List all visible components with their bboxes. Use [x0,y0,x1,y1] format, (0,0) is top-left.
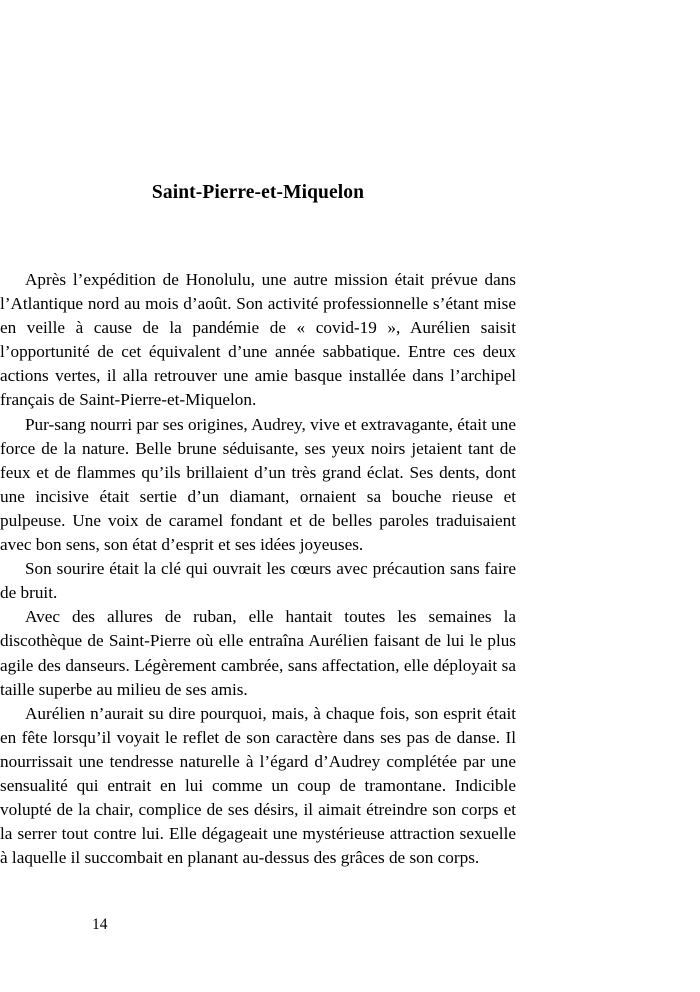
paragraph: Pur-sang nourri par ses origines, Audrey, vive et extravagante, était une force de la nature. Belle brune séduisante, ses yeux noirs jetaient tant de feux et de flammes qu’ils brillaient d’un très grand éclat. Ses dents, dont une incisive était sertie d’un diamant, ornaient sa bouche rieuse et pulpeuse. Une voix de caramel fondant et de belles paroles traduisaient avec bon sens, son état d’esprit et ses idées joyeuses. [0,414,516,555]
paragraph: Aurélien n’aurait su dire pourquoi, mais, à chaque fois, son esprit était en fête lorsqu’il voyait le reflet de son caractère dans ses pas de danse. Il nourrissait une tendresse naturelle à l’égard d’Audrey complétée par une sensualité qui entrait en lui comme un coup de tramontane. Indicible volupté de la chair, complice de ses désirs, il aimait étreindre son corps et la serrer tout contre lui. Elle dégageait une mystérieuse attraction sexuelle à laquelle il succombait en planant au-dessus des grâces de son corps. [0,703,516,868]
body-text-block [0,268,516,870]
paragraph: Son sourire était la clé qui ouvrait les cœurs avec précaution sans faire de bruit. [0,559,516,603]
page-number: 14 [92,916,108,933]
paragraph: Avec des allures de ruban, elle hantait toutes les semaines la discothèque de Saint-Pierre où elle entraîna Aurélien faisant de lui le plus agile des danseurs. Légèrement cambrée, sans affectation, elle déployait sa taille superbe au milieu de ses amis. [0,607,516,699]
chapter-title: Saint-Pierre-et-Miquelon [151,182,365,203]
paragraph: Après l’expédition de Honolulu, une autre mission était prévue dans l’Atlantique nord au mois d’août. Son activité professionnelle s’étant mise en veille à cause de la pandémie de « covid-19 », Aurélien saisit l’opportunité de cet équivalent d’une année sabbatique. Entre ces deux actions vertes, il alla retrouver une amie basque installée dans l’archipel français de Saint-Pierre-et-Miquelon. [0,270,516,410]
